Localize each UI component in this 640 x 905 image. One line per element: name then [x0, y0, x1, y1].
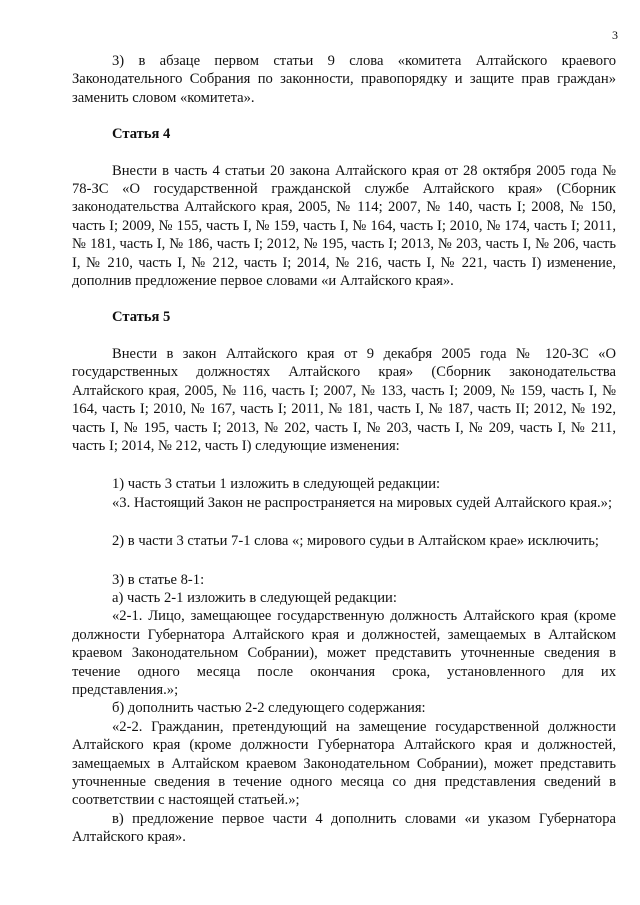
paragraph-article-5-intro: Внести в закон Алтайского края от 9 декабря 2005 года № 120-ЗС «О государственных должностях Алтайского края» (Сборник законодательства Алтайского края, 2005, № 116, часть I; 2007, № 133, часть I; 2009, № 159, часть I, № 164, часть I; 2010, № 167, часть I; 2011, № 181, часть I, № 187, часть II; 2012, № 192, часть I, № 195, часть I; 2013, № 202, часть I, № 203, часть I, № 209, часть I, № 211, часть I; 2014, № 212, часть I) следующие изменения: — [72, 345, 616, 454]
document-body — [72, 52, 616, 847]
paragraph-item-2: 2) в части 3 статьи 7-1 слова «; мирового судьи в Алтайском крае» исключить; — [112, 533, 599, 550]
heading-article-5: Статья 5 — [112, 309, 171, 326]
paragraph-item-3c: в) предложение первое части 4 дополнить словами «и указом Губернатора Алтайского края». — [72, 810, 616, 846]
paragraph-item-3b: б) дополнить частью 2-2 следующего содержания: — [112, 700, 426, 717]
page-number: 3 — [612, 28, 618, 42]
heading-article-4: Статья 4 — [112, 126, 171, 143]
paragraph-item-3: 3) в статье 8-1: — [112, 571, 205, 588]
paragraph-item-3a: а) часть 2-1 изложить в следующей редакции: — [112, 589, 397, 606]
paragraph-article-4: Внести в часть 4 статьи 20 закона Алтайского края от 28 октября 2005 года № 78-ЗС «О государственной гражданской службе Алтайского края» (Сборник законодательства Алтайского края, 2005, № 114; 2007, № 140, часть I; 2008, № 150, часть I; 2009, № 155, часть I, № 159, часть I, № 164, часть I; 2010, № 174, часть I; 2011, № 181, часть I, № 186, часть I; 2012, № 195, часть I; 2013, № 203, часть I, № 206, часть I, № 210, часть I, № 212, часть I; 2014, № 216, часть I, № 221, часть I) изменение, дополнив предложение первое словами «и Алтайского края». — [72, 162, 616, 290]
paragraph-article3-item3: 3) в абзаце первом статьи 9 слова «комитета Алтайского краевого Законодательного Собрания по законности, правопорядку и защите прав граждан» заменить словом «комитета». — [72, 53, 616, 106]
paragraph-item-3a-text: «2-1. Лицо, замещающее государственную должность Алтайского края (кроме должности Губернатора Алтайского края и должностей, замещаемых в Алтайском краевом Законодательном Собрании), может представить уточненные сведения в течение одного месяца после окончания срока, установленного для их представления.»; — [72, 608, 616, 698]
paragraph-item-1: 1) часть 3 статьи 1 изложить в следующей редакции: — [112, 476, 441, 493]
paragraph-item-3b-text: «2-2. Гражданин, претендующий на замещение государственной должности Алтайского края (кроме должности Губернатора Алтайского края и должностей, замещаемых в Алтайском краевом Законодательном Собрании), может представить уточненные сведения в течение одного месяца со дня представления сведений в соответствии с настоящей статьей.»; — [72, 718, 616, 809]
paragraph-item-1-text: «3. Настоящий Закон не распространяется на мировых судей Алтайского края.»; — [112, 494, 613, 511]
